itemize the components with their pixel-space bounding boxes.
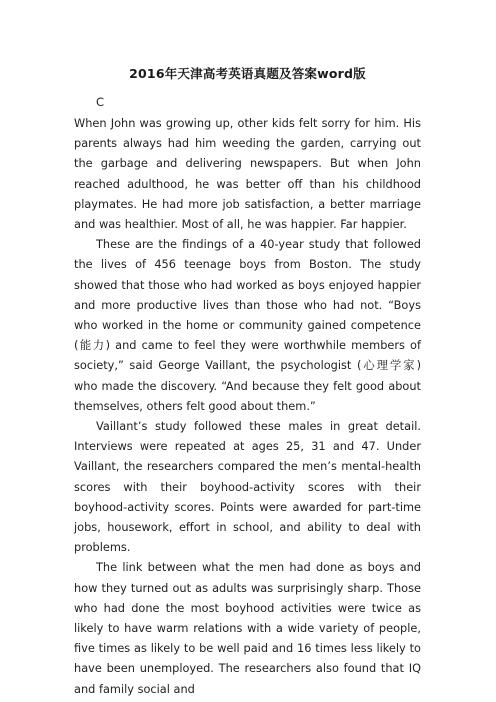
passage-body: [74, 113, 421, 699]
document-title: 2016年天津高考英语真题及答案word版: [129, 66, 366, 81]
paragraph: When John was growing up, other kids felt sorry for him. His parents always had him weeding the garden, carrying out the garbage and delivering newspapers. But when John reached adulthood, he was better off than his childhood playmates. He had more job satisfaction, a better marriage and was healthier. Most of all, he was happier. Far happier.: [74, 116, 421, 232]
section-letter: C: [96, 95, 105, 109]
paragraph: The link between what the men had done as boys and how they turned out as adults was surprisingly sharp. Those who had done the most boyhood activities were twice as likely to have warm relations with a wide variety of people, five times as likely to be well paid and 16 times less likely to have been unemployed. The researchers also found that IQ and family social and: [74, 560, 421, 696]
paragraph: Vaillant’s study followed these males in great detail. Interviews were repeated at ages 25, 31 and 47. Under Vaillant, the researchers compared the men’s mental-health scores with their boyhood-activity scores with their boyhood-activity scores. Points were awarded for part-time jobs, housework, effort in school, and ability to deal with problems.: [74, 419, 421, 555]
paragraph: These are the findings of a 40-year study that followed the lives of 456 teenage boys from Boston. The study showed that those who had worked as boys enjoyed happier and more productive lives than those who had not. “Boys who worked in the home or community gained competence (能力) and came to feel they were worthwhile members of society,” said George Vaillant, the psychologist (心理学家) who made the discovery. “And because they felt good about themselves, others felt good about them.”: [74, 237, 421, 413]
